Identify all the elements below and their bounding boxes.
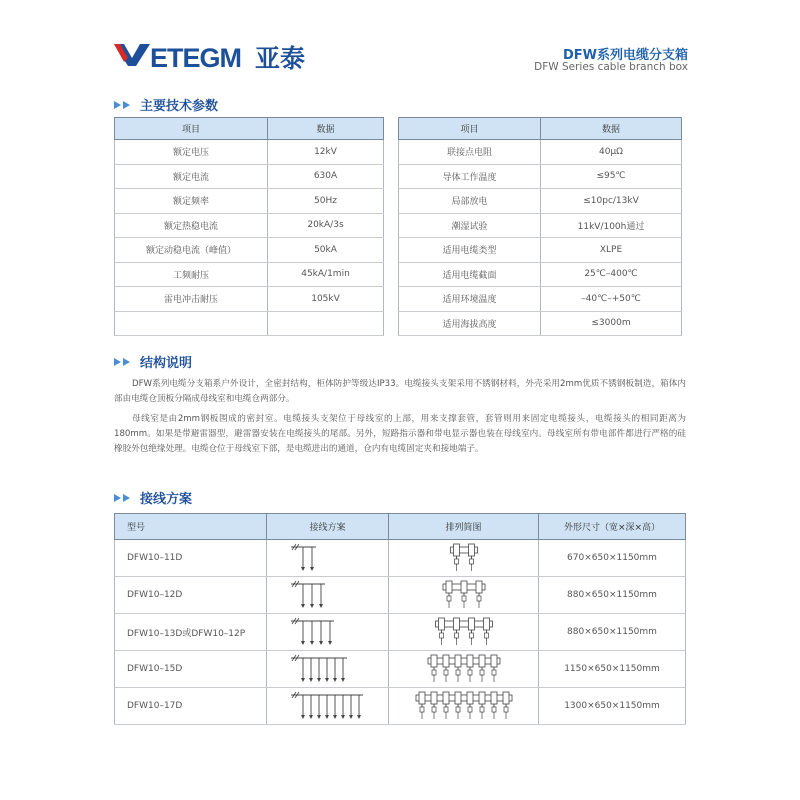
layout-sketch-diagram <box>404 615 524 649</box>
spec-item: 导体工作温度 <box>399 164 541 189</box>
table-row <box>115 614 686 651</box>
table-row <box>399 238 682 263</box>
dims-cell: 1300×650×1150mm <box>539 688 686 725</box>
layout-sketch-diagram <box>404 541 524 575</box>
spec-item: 额定频率 <box>115 189 268 214</box>
spec-item: 额定电压 <box>115 140 268 165</box>
table-row <box>399 213 682 238</box>
column-header-model: 型号 <box>115 514 267 540</box>
spec-item: 额定热稳电流 <box>115 213 268 238</box>
table-header-row <box>115 118 384 140</box>
svg-text:亚泰: 亚泰 <box>255 44 306 73</box>
model-cell: DFW10–17D <box>115 688 267 725</box>
layout-sketch-diagram <box>404 652 524 686</box>
wiring-section-heading: 接线方案 <box>114 488 192 507</box>
spec-table-left <box>114 117 384 336</box>
double-arrow-icon <box>114 493 134 503</box>
wiring-scheme-diagram <box>283 541 373 575</box>
spec-value: XLPE <box>541 238 682 263</box>
scheme-cell <box>267 688 389 725</box>
yetegm-logo-icon <box>112 40 332 74</box>
table-row <box>399 262 682 287</box>
dims-cell: 1150×650×1150mm <box>539 651 686 688</box>
spec-table-right <box>398 117 682 336</box>
spec-item: 额定动稳电流（峰值） <box>115 238 268 263</box>
double-arrow-icon <box>114 357 134 367</box>
column-header-data: 数据 <box>541 118 682 140</box>
dims-cell: 880×650×1150mm <box>539 577 686 614</box>
column-header-dims: 外形尺寸（宽×深×高） <box>539 514 686 540</box>
table-row <box>115 311 384 336</box>
model-cell: DFW10–13D或DFW10–12P <box>115 614 267 651</box>
table-row <box>115 238 384 263</box>
wiring-scheme-diagram <box>283 652 373 686</box>
layout-cell <box>389 577 539 614</box>
spec-value: 50kA <box>268 238 384 263</box>
model-cell: DFW10–11D <box>115 540 267 577</box>
spec-value: 25℃–400℃ <box>541 262 682 287</box>
page-header <box>0 0 800 90</box>
page-title: DFW系列电缆分支箱 <box>562 48 688 63</box>
spec-value: 12kV <box>268 140 384 165</box>
table-row <box>115 688 686 725</box>
table-header-row <box>115 514 686 540</box>
table-row <box>115 189 384 214</box>
spec-value: 630A <box>268 164 384 189</box>
table-row <box>115 213 384 238</box>
spec-item: 雷电冲击耐压 <box>115 287 268 312</box>
column-header-item: 项目 <box>399 118 541 140</box>
column-header-scheme: 接线方案 <box>267 514 389 540</box>
brand-logo <box>112 40 332 74</box>
structure-paragraph-1: DFW系列电缆分支箱系户外设计，全密封结构，柜体防护等级达IP33。电缆接头支架采用不锈钢材料，外壳采用2mm优质不锈钢板制造，箱体内部由电缆仓顶板分隔成母线室和电缆仓两部分。 <box>114 379 686 404</box>
model-cell: DFW10–15D <box>115 651 267 688</box>
column-header-data: 数据 <box>268 118 384 140</box>
spec-item: 联接点电阻 <box>399 140 541 165</box>
scheme-cell <box>267 651 389 688</box>
spec-value: ≤3000m <box>541 311 682 336</box>
spec-item: 额定电流 <box>115 164 268 189</box>
spec-value: 20kA/3s <box>268 213 384 238</box>
scheme-cell <box>267 577 389 614</box>
table-row <box>399 287 682 312</box>
table-row <box>115 577 686 614</box>
wiring-table <box>114 513 686 725</box>
structure-section-heading: 结构说明 <box>114 352 192 371</box>
layout-sketch-diagram <box>404 689 524 723</box>
table-row <box>115 164 384 189</box>
table-row <box>399 164 682 189</box>
specs-section-heading: 主要技术参数 <box>114 95 218 114</box>
table-row <box>115 540 686 577</box>
spec-value <box>268 311 384 336</box>
table-row <box>115 287 384 312</box>
table-header-row <box>399 118 682 140</box>
column-header-layout: 排列简图 <box>389 514 539 540</box>
double-arrow-icon <box>114 100 134 110</box>
model-cell: DFW10–12D <box>115 577 267 614</box>
scheme-cell <box>267 614 389 651</box>
spec-value: –40℃–+50℃ <box>541 287 682 312</box>
spec-value: 50Hz <box>268 189 384 214</box>
table-row <box>115 651 686 688</box>
spec-item: 局部放电 <box>399 189 541 214</box>
table-row <box>399 140 682 165</box>
layout-sketch-diagram <box>404 578 524 612</box>
spec-item: 适用电缆类型 <box>399 238 541 263</box>
spec-value: 105kV <box>268 287 384 312</box>
spec-value: 11kV/100h通过 <box>541 213 682 238</box>
layout-cell <box>389 651 539 688</box>
column-header-item: 项目 <box>115 118 268 140</box>
table-row <box>115 140 384 165</box>
table-row <box>399 311 682 336</box>
table-row <box>399 189 682 214</box>
spec-item <box>115 311 268 336</box>
spec-item: 适用海拔高度 <box>399 311 541 336</box>
wiring-scheme-diagram <box>283 689 373 723</box>
spec-value: ≤95℃ <box>541 164 682 189</box>
structure-paragraph-2: 母线室是由2mm钢板围成的密封室。电缆接头支架位于母线室的上部，用来支撑套管，套管则用来固定电缆接头，电缆接头的相同距离为180mm。如果是带避雷器型，避雷器安装在电缆接头的尾部。另外，短路指示器和带电显示器也装在母线室内。母线室所有带电部件都进行严格的硅橡胶外包绝缘处理。电缆仓位于母线室下部，是电缆进出的通道，仓内有电缆固定夹和接地端子。 <box>114 414 686 454</box>
dims-cell: 880×650×1150mm <box>539 614 686 651</box>
spec-item: 适用电缆截面 <box>399 262 541 287</box>
layout-cell <box>389 688 539 725</box>
scheme-cell <box>267 540 389 577</box>
spec-value: ≤10pc/13kV <box>541 189 682 214</box>
wiring-scheme-diagram <box>283 578 373 612</box>
page-subtitle: DFW Series cable branch box <box>534 61 688 73</box>
table-row <box>115 262 384 287</box>
spec-item: 适用环境温度 <box>399 287 541 312</box>
svg-text:ETEGM: ETEGM <box>150 43 242 73</box>
spec-item: 潮湿试验 <box>399 213 541 238</box>
spec-value: 40μΩ <box>541 140 682 165</box>
spec-item: 工频耐压 <box>115 262 268 287</box>
layout-cell <box>389 614 539 651</box>
layout-cell <box>389 540 539 577</box>
dims-cell: 670×650×1150mm <box>539 540 686 577</box>
spec-value: 45kA/1min <box>268 262 384 287</box>
wiring-scheme-diagram <box>283 615 373 649</box>
